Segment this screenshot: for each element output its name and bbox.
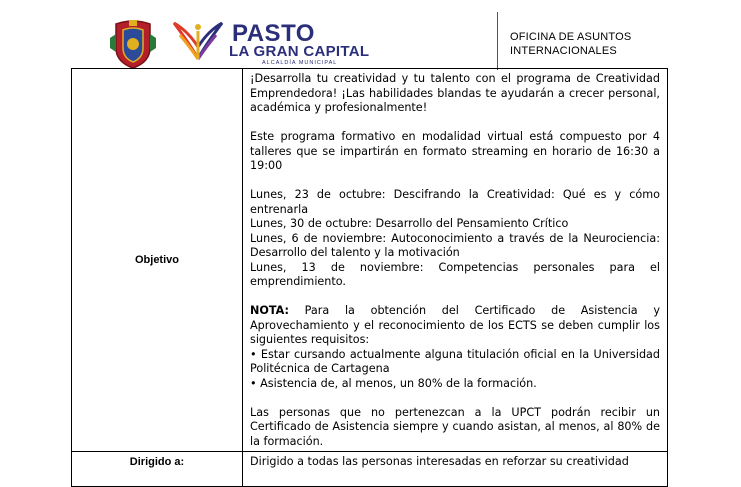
dirigido-row <box>72 452 668 487</box>
brand-subtitle: ALCALDÍA MUNICIPAL <box>262 60 338 66</box>
phoenix-logo-icon <box>170 17 226 63</box>
header-divider <box>497 12 498 70</box>
objetivo-content <box>243 69 668 452</box>
intro-paragraph: ¡Desarrolla tu creatividad y tu talento con el programa de Creatividad Emprendedora! ¡Las habilidades blandas te ayudarán a crecer personal, académica y profesionalmente! <box>250 72 660 114</box>
requirement-2: • Asistencia de, al menos, un 80% de la formación. <box>250 376 537 390</box>
session-1: Lunes, 23 de octubre: Descifrando la Creatividad: Qué es y cómo entrenarla <box>250 188 660 216</box>
office-name <box>510 30 631 58</box>
office-line-1: OFICINA DE ASUNTOS <box>510 31 632 43</box>
info-table <box>71 68 668 487</box>
brand-name: PASTO <box>232 20 315 47</box>
brand-tagline: LA GRAN CAPITAL <box>229 43 370 60</box>
session-2: Lunes, 30 de octubre: Desarrollo del Pensamiento Crítico <box>250 217 569 230</box>
dirigido-content <box>243 452 668 487</box>
nota-text: Para la obtención del Certificado de Asistencia y Aprovechamiento y el reconocimiento de los ECTS se deben cumplir los siguientes requisitos: <box>250 304 660 346</box>
dirigido-text: Dirigido a todas las personas interesadas en reforzar su creatividad <box>250 455 629 468</box>
coat-of-arms-icon <box>108 18 158 70</box>
office-line-2: INTERNACIONALES <box>510 45 617 57</box>
requirement-1: • Estar cursando actualmente alguna titulación oficial en la Universidad Politécnica de Cartagena <box>250 347 660 375</box>
session-4: Lunes, 13 de noviembre: Competencias personales para el emprendimiento. <box>250 260 660 288</box>
closing-paragraph: Las personas que no pertenezcan a la UPCT podrán recibir un Certificado de Asistencia siempre y cuando asistan, al menos, al 80% de la formación. <box>250 405 660 448</box>
session-3: Lunes, 6 de noviembre: Autoconocimiento a través de la Neurociencia: Desarrollo del talento y la motivación <box>250 231 660 259</box>
program-paragraph: Este programa formativo en modalidad virtual está compuesto por 4 talleres que se impartirán en formato streaming en horario de 16:30 a 19:00 <box>250 130 660 172</box>
nota-label: NOTA: <box>250 304 289 317</box>
dirigido-label: Dirigido a: <box>72 452 243 487</box>
document-header <box>0 0 741 68</box>
objetivo-label: Objetivo <box>72 69 243 452</box>
objetivo-row <box>72 69 668 452</box>
nota-paragraph <box>250 304 660 348</box>
